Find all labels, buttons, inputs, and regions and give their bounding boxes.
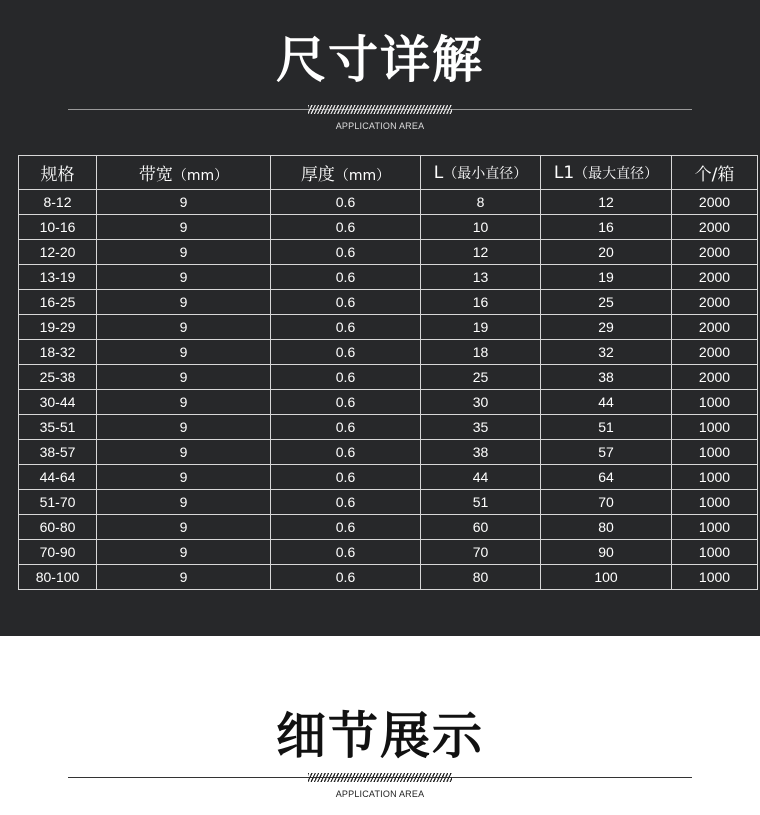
table-cell: 16-25 <box>19 290 97 315</box>
table-row <box>19 290 758 315</box>
table-cell: 18 <box>421 340 541 365</box>
hatch-decoration <box>308 105 452 114</box>
table-row <box>19 490 758 515</box>
table-cell: 25-38 <box>19 365 97 390</box>
table-cell: 9 <box>97 390 271 415</box>
table-cell: 2000 <box>672 240 758 265</box>
table-cell: 51-70 <box>19 490 97 515</box>
table-row <box>19 340 758 365</box>
table-cell: 2000 <box>672 340 758 365</box>
column-header-unit: （mm） <box>172 168 229 184</box>
table-cell: 60 <box>421 515 541 540</box>
table-cell: 60-80 <box>19 515 97 540</box>
table-cell: 64 <box>541 465 672 490</box>
table-cell: 9 <box>97 565 271 590</box>
column-header-unit: （mm） <box>334 168 391 184</box>
column-header <box>97 156 271 190</box>
table-cell: 70 <box>421 540 541 565</box>
table-row <box>19 465 758 490</box>
table-cell: 100 <box>541 565 672 590</box>
table-row <box>19 540 758 565</box>
column-header <box>672 156 758 190</box>
table-cell: 44-64 <box>19 465 97 490</box>
column-header-label: 带宽 <box>138 165 173 185</box>
table-row <box>19 265 758 290</box>
column-header-label: 规格 <box>40 165 75 185</box>
table-cell: 9 <box>97 340 271 365</box>
column-header-label: 个/箱 <box>694 165 735 185</box>
table-cell: 9 <box>97 190 271 215</box>
table-cell: 80 <box>541 515 672 540</box>
table-cell: 16 <box>541 215 672 240</box>
table-cell: 25 <box>541 290 672 315</box>
section-title-size-details: 尺寸详解 <box>276 31 484 89</box>
table-cell: 19 <box>421 315 541 340</box>
column-header-unit: （最大直径） <box>574 165 659 182</box>
table-cell: 44 <box>421 465 541 490</box>
column-header-unit: （最小直径） <box>443 165 528 182</box>
table-cell: 16 <box>421 290 541 315</box>
table-cell: 9 <box>97 540 271 565</box>
table-cell: 0.6 <box>271 215 421 240</box>
table-cell: 51 <box>541 415 672 440</box>
table-cell: 12 <box>541 190 672 215</box>
table-cell: 0.6 <box>271 490 421 515</box>
table-row <box>19 240 758 265</box>
table-cell: 38 <box>421 440 541 465</box>
section-subtitle: APPLICATION AREA <box>335 789 425 799</box>
table-cell: 0.6 <box>271 340 421 365</box>
table-cell: 0.6 <box>271 365 421 390</box>
table-cell: 0.6 <box>271 415 421 440</box>
table-cell: 2000 <box>672 365 758 390</box>
table-cell: 2000 <box>672 265 758 290</box>
table-cell: 9 <box>97 365 271 390</box>
table-cell: 30-44 <box>19 390 97 415</box>
table-cell: 9 <box>97 315 271 340</box>
table-cell: 51 <box>421 490 541 515</box>
column-header-label: L1 <box>553 162 575 183</box>
table-row <box>19 565 758 590</box>
table-cell: 0.6 <box>271 190 421 215</box>
table-cell: 9 <box>97 440 271 465</box>
table-cell: 32 <box>541 340 672 365</box>
table-row <box>19 415 758 440</box>
table-cell: 30 <box>421 390 541 415</box>
table-cell: 9 <box>97 490 271 515</box>
table-cell: 19-29 <box>19 315 97 340</box>
table-cell: 44 <box>541 390 672 415</box>
table-cell: 19 <box>541 265 672 290</box>
table-cell: 0.6 <box>271 240 421 265</box>
table-cell: 2000 <box>672 290 758 315</box>
table-cell: 9 <box>97 465 271 490</box>
table-cell: 1000 <box>672 540 758 565</box>
size-spec-table <box>18 155 758 590</box>
table-cell: 0.6 <box>271 540 421 565</box>
table-cell: 12-20 <box>19 240 97 265</box>
table-row <box>19 315 758 340</box>
column-header-label: L <box>433 162 444 183</box>
table-cell: 38-57 <box>19 440 97 465</box>
table-cell: 0.6 <box>271 265 421 290</box>
table-cell: 0.6 <box>271 390 421 415</box>
table-row <box>19 515 758 540</box>
table-cell: 1000 <box>672 565 758 590</box>
column-header <box>421 156 541 190</box>
table-cell: 12 <box>421 240 541 265</box>
table-cell: 0.6 <box>271 290 421 315</box>
table-cell: 35 <box>421 415 541 440</box>
table-body <box>19 190 758 590</box>
table-cell: 0.6 <box>271 465 421 490</box>
table-cell: 20 <box>541 240 672 265</box>
table-cell: 1000 <box>672 515 758 540</box>
table-cell: 10 <box>421 215 541 240</box>
table-cell: 2000 <box>672 190 758 215</box>
table-cell: 1000 <box>672 390 758 415</box>
table-cell: 2000 <box>672 315 758 340</box>
table-cell: 1000 <box>672 490 758 515</box>
table-cell: 13 <box>421 265 541 290</box>
section-subtitle: APPLICATION AREA <box>335 121 425 131</box>
table-row <box>19 390 758 415</box>
table-cell: 9 <box>97 515 271 540</box>
column-header-label: 厚度 <box>300 165 335 185</box>
table-cell: 0.6 <box>271 315 421 340</box>
column-header <box>271 156 421 190</box>
table-cell: 8 <box>421 190 541 215</box>
table-cell: 1000 <box>672 440 758 465</box>
table-cell: 0.6 <box>271 565 421 590</box>
details-display-section <box>0 636 760 815</box>
table-cell: 0.6 <box>271 515 421 540</box>
table-cell: 57 <box>541 440 672 465</box>
table-cell: 9 <box>97 215 271 240</box>
table-cell: 9 <box>97 265 271 290</box>
table-cell: 8-12 <box>19 190 97 215</box>
table-cell: 9 <box>97 415 271 440</box>
table-row <box>19 215 758 240</box>
table-cell: 9 <box>97 290 271 315</box>
table-row <box>19 365 758 390</box>
table-header-row <box>19 156 758 190</box>
section-title-details-display: 细节展示 <box>276 707 484 765</box>
table-cell: 9 <box>97 240 271 265</box>
table-cell: 80-100 <box>19 565 97 590</box>
table-cell: 1000 <box>672 465 758 490</box>
table-cell: 90 <box>541 540 672 565</box>
table-cell: 0.6 <box>271 440 421 465</box>
table-cell: 2000 <box>672 215 758 240</box>
table-cell: 70-90 <box>19 540 97 565</box>
table-cell: 25 <box>421 365 541 390</box>
table-cell: 13-19 <box>19 265 97 290</box>
table-cell: 70 <box>541 490 672 515</box>
column-header <box>19 156 97 190</box>
column-header <box>541 156 672 190</box>
table-cell: 18-32 <box>19 340 97 365</box>
table-row <box>19 440 758 465</box>
table-cell: 38 <box>541 365 672 390</box>
table-cell: 10-16 <box>19 215 97 240</box>
table-cell: 80 <box>421 565 541 590</box>
table-cell: 35-51 <box>19 415 97 440</box>
table-cell: 29 <box>541 315 672 340</box>
hatch-decoration <box>308 773 452 782</box>
table-cell: 1000 <box>672 415 758 440</box>
table-row <box>19 190 758 215</box>
